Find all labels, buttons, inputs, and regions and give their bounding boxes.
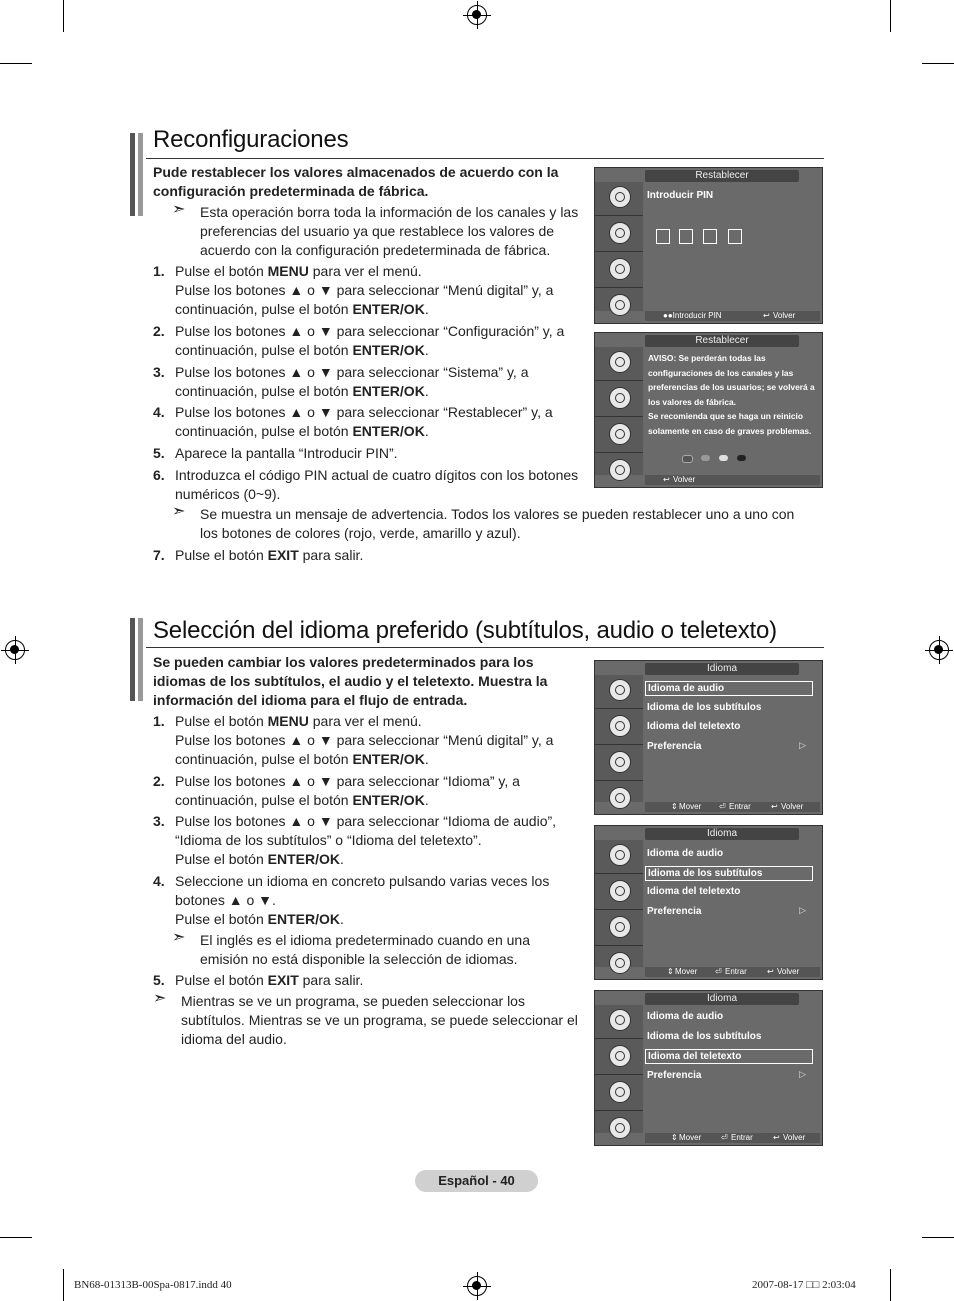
osd-separator — [595, 873, 643, 874]
blue-button-icon — [737, 455, 746, 461]
crop-mark — [922, 1237, 954, 1238]
crop-mark — [922, 63, 954, 64]
osd-footer-hint: Mover — [675, 967, 698, 976]
registration-mark-icon — [467, 1276, 487, 1296]
channel-icon — [609, 751, 631, 773]
osd-item-subtitle-language[interactable]: Idioma de los subtítulos — [645, 866, 813, 881]
sound-icon — [609, 1045, 631, 1067]
osd-screen-language-subtitle — [594, 825, 823, 980]
osd-footer-hint: Volver — [773, 311, 796, 320]
return-icon: ↩ — [763, 311, 770, 320]
channel-icon — [609, 1081, 631, 1103]
osd-item-preference[interactable]: Preferencia — [647, 741, 702, 752]
osd-separator — [595, 215, 643, 216]
osd-footer-hint: Entrar — [729, 802, 751, 811]
color-buttons — [682, 455, 752, 461]
enter-icon: ⏎ — [719, 802, 726, 811]
osd-item-subtitle-language[interactable]: Idioma de los subtítulos — [647, 702, 762, 713]
crop-mark — [63, 0, 64, 32]
crop-mark — [890, 1269, 891, 1301]
section-title: Reconfiguraciones — [153, 126, 349, 153]
title-rule — [146, 647, 824, 648]
move-icon: ⇕ — [671, 802, 678, 811]
picture-icon — [609, 679, 631, 701]
print-slug-file: BN68-01313B-00Spa-0817.indd 40 — [74, 1279, 232, 1291]
section-bar — [130, 618, 135, 701]
osd-title: Idioma — [645, 663, 799, 675]
osd-item-teletext-language[interactable]: Idioma del teletexto — [647, 721, 741, 732]
osd-item-teletext-language[interactable]: Idioma del teletexto — [647, 886, 741, 897]
setup-icon — [609, 294, 631, 316]
osd-footer-hint: Entrar — [731, 1133, 753, 1142]
arrow-right-icon: ▷ — [799, 740, 806, 750]
setup-icon — [609, 1117, 631, 1139]
crop-mark — [63, 1269, 64, 1301]
osd-separator — [595, 780, 643, 781]
setup-icon — [609, 459, 631, 481]
osd-footer — [645, 1133, 820, 1143]
osd-separator — [595, 945, 643, 946]
osd-separator — [595, 744, 643, 745]
osd-item-audio-language[interactable]: Idioma de audio — [645, 681, 813, 696]
osd-icon-column — [595, 675, 643, 802]
crop-mark — [890, 0, 891, 32]
osd-footer-hint: Mover — [679, 1133, 702, 1142]
picture-icon — [609, 351, 631, 373]
sound-icon — [609, 715, 631, 737]
osd-item-subtitle-language[interactable]: Idioma de los subtítulos — [647, 1031, 762, 1042]
warning-message — [648, 351, 820, 438]
return-icon: ↩ — [773, 1133, 780, 1142]
osd-footer — [645, 475, 820, 485]
osd-screen-warning — [594, 332, 823, 488]
setup-icon — [609, 787, 631, 809]
return-icon: ↩ — [771, 802, 778, 811]
return-icon: ↩ — [767, 967, 774, 976]
osd-icon-column — [595, 1005, 643, 1133]
sound-icon — [609, 387, 631, 409]
channel-icon — [609, 423, 631, 445]
osd-footer-hint: Volver — [783, 1133, 806, 1142]
osd-item-audio-language[interactable]: Idioma de audio — [647, 1011, 724, 1022]
pin-digit-box — [679, 229, 693, 244]
section-intro: Pude restablecer los valores almacenados de acuerdo con la configuración predeterminada de fábrica. — [153, 164, 559, 199]
osd-footer-hint: Volver — [673, 475, 696, 484]
pin-digit-box — [656, 229, 670, 244]
registration-mark-icon — [929, 640, 949, 660]
osd-separator — [595, 1074, 643, 1075]
registration-mark-icon — [467, 5, 487, 25]
osd-screen-language-audio — [594, 660, 823, 815]
osd-separator — [595, 1038, 643, 1039]
osd-footer-hint: Entrar — [725, 967, 747, 976]
note-arrow-icon: ➣ — [172, 929, 186, 946]
red-button-icon — [682, 455, 693, 463]
section-intro: Se pueden cambiar los valores predeterminados para los idiomas de los subtítulos, el audio y el teletexto. Muestra la información del idioma para el flujo de entrada. — [153, 654, 548, 708]
enter-icon: ⏎ — [721, 1133, 728, 1142]
osd-separator — [595, 380, 643, 381]
picture-icon — [609, 186, 631, 208]
return-icon: ↩ — [663, 475, 670, 484]
move-icon: ⇕ — [667, 967, 674, 976]
note-arrow-icon: ➣ — [172, 201, 186, 218]
osd-footer-hint: Volver — [777, 967, 800, 976]
osd-icon-column — [595, 840, 643, 967]
picture-icon — [609, 844, 631, 866]
arrow-right-icon: ▷ — [799, 1069, 806, 1079]
osd-title: Idioma — [645, 993, 799, 1005]
print-slug-date: 2007-08-17 □□ 2:03:04 — [752, 1279, 856, 1291]
osd-title: Restablecer — [645, 335, 799, 347]
arrow-right-icon: ▷ — [799, 905, 806, 915]
osd-title: Idioma — [645, 828, 799, 840]
move-icon: ⇕ — [671, 1133, 678, 1142]
crop-mark — [0, 1237, 32, 1238]
setup-icon — [609, 952, 631, 974]
green-button-icon — [701, 455, 710, 461]
yellow-button-icon — [719, 455, 728, 461]
osd-footer-hint: ●●Introducir PIN — [663, 311, 722, 320]
osd-title: Restablecer — [645, 170, 799, 182]
channel-icon — [609, 916, 631, 938]
osd-item-preference[interactable]: Preferencia — [647, 906, 702, 917]
osd-separator — [595, 1110, 643, 1111]
sound-icon — [609, 880, 631, 902]
section-bar — [138, 618, 143, 701]
osd-footer-hint: Mover — [679, 802, 702, 811]
title-rule — [146, 158, 824, 159]
warning-text: Se recomienda que se haga un reinicio solamente en caso de graves problemas. — [648, 411, 812, 436]
osd-screen-pin — [594, 167, 823, 324]
channel-icon — [609, 258, 631, 280]
pin-digit-box — [728, 229, 742, 244]
picture-icon — [609, 1009, 631, 1031]
osd-footer — [645, 311, 820, 321]
pin-digit-box — [703, 229, 717, 244]
osd-icon-column — [595, 347, 643, 475]
osd-footer — [645, 967, 820, 977]
warning-text: AVISO: Se perderán todas las configuraciones de los canales y las preferencias de los usuarios; se volverá a los valores de fábrica. — [648, 353, 815, 407]
osd-label: Introducir PIN — [647, 190, 714, 201]
osd-item-audio-language[interactable]: Idioma de audio — [647, 848, 724, 859]
registration-mark-icon — [5, 640, 25, 660]
osd-footer-hint: Volver — [781, 802, 804, 811]
osd-footer — [645, 802, 820, 812]
osd-separator — [595, 909, 643, 910]
osd-separator — [595, 708, 643, 709]
osd-item-preference[interactable]: Preferencia — [647, 1070, 702, 1081]
osd-separator — [595, 287, 643, 288]
crop-mark — [0, 63, 32, 64]
osd-screen-language-teletext — [594, 990, 823, 1146]
osd-icon-column — [595, 182, 643, 311]
section-bar — [130, 133, 135, 216]
osd-separator — [595, 251, 643, 252]
enter-icon: ⏎ — [715, 967, 722, 976]
section-bar — [138, 133, 143, 216]
osd-separator — [595, 416, 643, 417]
note-arrow-icon: ➣ — [172, 503, 186, 520]
osd-separator — [595, 452, 643, 453]
sound-icon — [609, 222, 631, 244]
section-title: Selección del idioma preferido (subtítulos, audio o teletexto) — [153, 617, 777, 644]
note-arrow-icon: ➣ — [153, 990, 167, 1007]
osd-item-teletext-language[interactable]: Idioma del teletexto — [645, 1049, 813, 1064]
page-number-badge: Español - 40 — [415, 1170, 538, 1192]
